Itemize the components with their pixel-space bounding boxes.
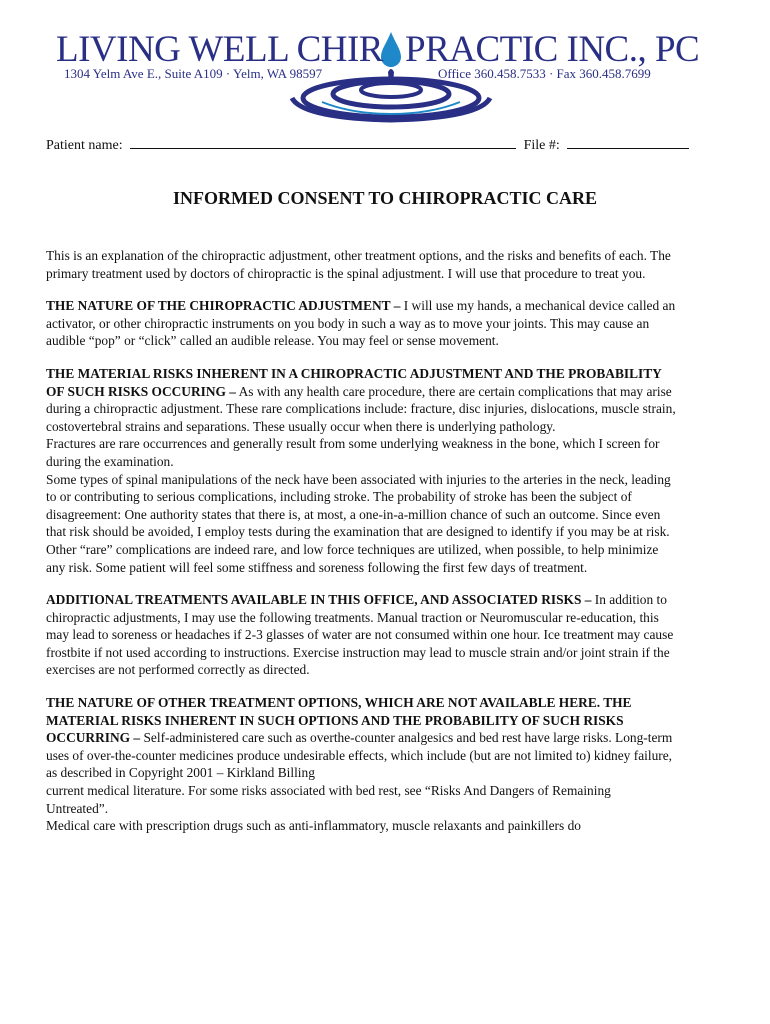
- other-options-paragraph: [46, 694, 676, 782]
- fractures-paragraph: Fractures are rare occurrences and generally result from some underlying weakness in the bone, which I screen for during the examination.: [46, 436, 660, 469]
- clinic-name-left: LIVING WELL CHIR: [56, 29, 383, 70]
- additional-treatments-paragraph: [46, 591, 676, 679]
- medical-care-paragraph: Medical care with prescription drugs such as anti-inflammatory, muscle relaxants and painkillers do: [46, 818, 581, 834]
- patient-name-label: Patient name:: [46, 138, 123, 153]
- intro-paragraph: This is an explanation of the chiropractic adjustment, other treatment options, and the risks and benefits of each. The primary treatment used by doctors of chiropractic is the spinal adjustment. I will use that procedure to treat you.: [46, 248, 671, 281]
- clinic-phones: Office 360.458.7533 · Fax 360.458.7699: [438, 66, 651, 81]
- risks-paragraph: [46, 365, 676, 435]
- additional-heading: ADDITIONAL TREATMENTS AVAILABLE IN THIS OFFICE, AND ASSOCIATED RISKS –: [46, 592, 592, 608]
- risks-body: As with any health care procedure, there are certain complications that may arise during a chiropractic adjustment. These rare complications include: fracture, disc injuries, dislocations, muscle strain, costovertebral strains and separations. These usually occur when there is underlying pathology.: [46, 383, 676, 434]
- clinic-address: 1304 Yelm Ave E., Suite A109 · Yelm, WA 98597: [64, 66, 323, 81]
- file-number-label: File #:: [523, 138, 560, 153]
- bed-rest-paragraph: current medical literature. For some risks associated with bed rest, see “Risks And Dangers of Remaining Untreated”.: [46, 783, 611, 816]
- nature-body: I will use my hands, a mechanical device called an activator, or other chiropractic instruments on you body in such a way as to move your joints. This may cause an audible “pop” or “click” called an audible release. You may feel or sense movement.: [46, 298, 676, 349]
- nature-paragraph: [46, 297, 676, 350]
- additional-body: In addition to chiropractic adjustments, I may use the following treatments. Manual traction or Neuromuscular re-education, this may lead to soreness or headaches if 2-3 glasses of water are not consumed within one hour. Ice treatment may cause frostbite if not used according to instructions. Exercise instruction may lead to muscle strain and/or joint strain if the exercises are not performed correctly as directed.: [46, 592, 674, 678]
- other-heading: THE NATURE OF OTHER TREATMENT OPTIONS, WHICH ARE NOT AVAILABLE HERE. THE MATERIAL RISKS INHERENT IN SUCH OPTIONS AND THE PROBABILITY OF SUCH RISKS OCCURRING –: [46, 695, 632, 746]
- patient-name-field[interactable]: [130, 136, 516, 149]
- stroke-paragraph: Some types of spinal manipulations of the neck have been associated with injuries to the arteries in the neck, leading to or contributing to serious complications, including stroke. The probability of stroke has been the subject of disagreement: One authority states that there is, at most, a one-in-a-million chance of such an outcome. Since even that risk should be avoided, I employ tests during the examination that are designed to identify if you may be at risk.: [46, 471, 671, 540]
- file-number-field[interactable]: [567, 136, 689, 149]
- letterhead: [0, 0, 770, 125]
- document-title: INFORMED CONSENT TO CHIROPRACTIC CARE: [172, 188, 598, 208]
- risks-heading: THE MATERIAL RISKS INHERENT IN A CHIROPRACTIC ADJUSTMENT AND THE PROBABILITY OF SUCH RISKS OCCURING –: [46, 365, 662, 399]
- nature-heading: THE NATURE OF THE CHIROPRACTIC ADJUSTMENT –: [46, 298, 401, 314]
- patient-info-line: [46, 136, 689, 154]
- other-body: Self-administered care such as overthe-counter analgesics and bed rest have large risks. Long-term uses of over-the-counter medicines produce undesirable effects, which include (but are not limited to) kidney failure, as described in Copyright 2001 – Kirkland Billing: [46, 730, 673, 781]
- clinic-name-right: PRACTIC INC., PC: [405, 29, 700, 70]
- rare-complications-paragraph: Other “rare” complications are indeed rare, and low force techniques are utilized, when possible, to help minimize any risk. Some patient will feel some stiffness and soreness following the first few days of treatment.: [46, 541, 659, 575]
- consent-body: [46, 247, 676, 835]
